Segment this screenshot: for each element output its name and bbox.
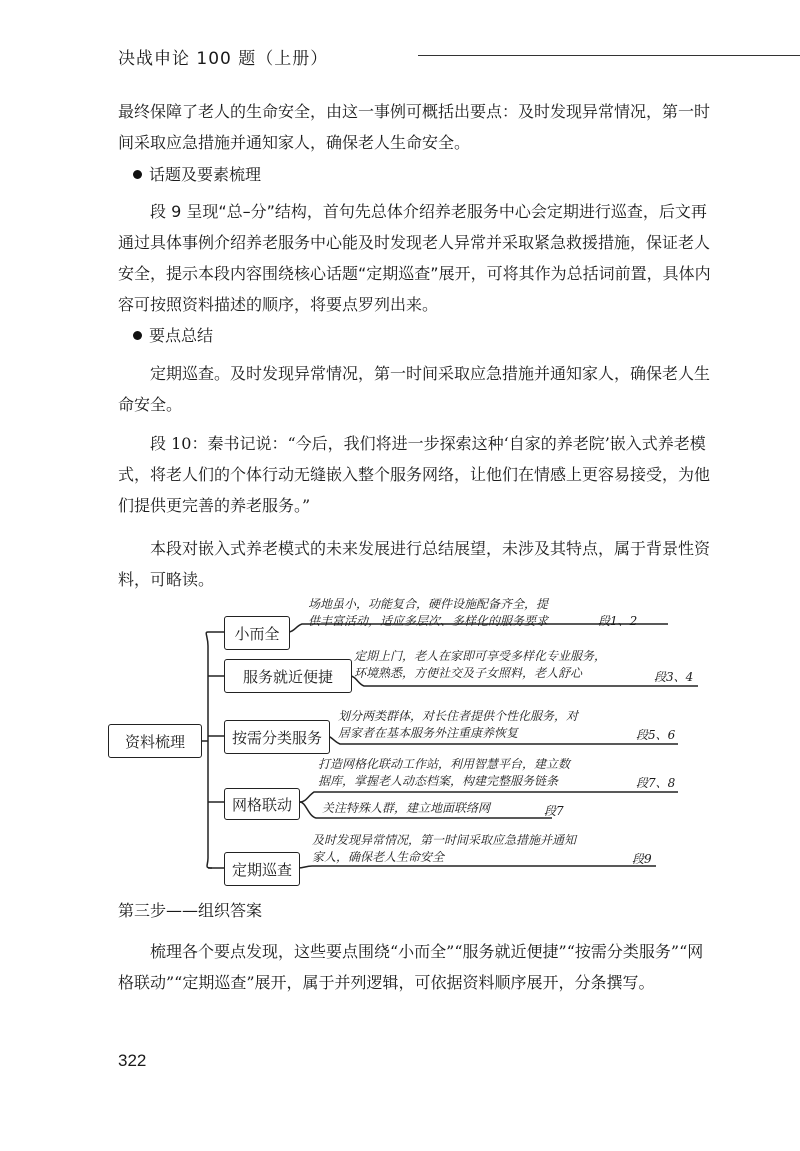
- page-number: 322: [118, 1051, 147, 1070]
- bullet-dot-icon: [133, 170, 142, 179]
- detail-line: 据库，掌握老人动态档案，构建完整服务链条: [318, 774, 559, 788]
- detail-line: 定期上门，老人在家即可享受多样化专业服务，: [354, 649, 607, 663]
- paragraph-summary: 定期巡查。及时发现异常情况，第一时间采取应急措施并通知家人，确保老人生命安全。: [118, 364, 711, 414]
- sub-branch-detail: 关注特殊人群，建立地面联络网: [322, 801, 491, 815]
- bullet-label: 话题及要素梳理: [149, 165, 262, 184]
- paragraph-reference: 段9: [632, 852, 652, 866]
- detail-line: 及时发现异常情况，第一时间采取应急措施并通知: [312, 833, 577, 847]
- branch-node-xiaoerquan: 小而全: [224, 616, 290, 650]
- paragraph-reference: 段1、2: [598, 614, 638, 628]
- mind-map-diagram: [108, 596, 708, 886]
- book-title: 决战申论 100 题（上册）: [118, 49, 329, 69]
- paragraph-analysis: 段 9 呈现“总–分”结构，首句先总体介绍养老服务中心会定期进行巡查，后文再通过具体事例介绍养老服务中心能及时发现老人异常并采取紧急救援措施，保证老人安全，提示本段内容围绕核心话题“定期巡查”展开，可将其作为总括词前置，具体内容可按照资料描述的顺序，将要点罗列出来。: [118, 202, 711, 314]
- paragraph-answer-organization: 梳理各个要点发现，这些要点围绕“小而全”“服务就近便捷”“按需分类服务”“网格联动”“定期巡查”展开，属于并列逻辑，可依据资料顺序展开，分条撰写。: [118, 942, 704, 992]
- paragraph-background: 本段对嵌入式养老模式的未来发展进行总结展望，未涉及其特点，属于背景性资料，可略读。: [118, 539, 711, 589]
- branch-detail: [318, 756, 570, 790]
- branch-detail: [308, 596, 548, 630]
- paragraph-reference: 段7、8: [636, 776, 676, 790]
- bullet-summary-heading: [133, 323, 213, 349]
- detail-line: 场地虽小，功能复合，硬件设施配备齐全，提: [308, 597, 549, 611]
- paragraph-reference: 段7: [544, 804, 564, 818]
- detail-line: 家人，确保老人生命安全: [312, 850, 445, 864]
- header-rule: [418, 55, 800, 56]
- bullet-label: 要点总结: [149, 326, 214, 345]
- step-heading: 第三步——组织答案: [118, 901, 263, 920]
- bullet-dot-icon: [133, 331, 142, 340]
- paragraph-reference: 段5、6: [636, 728, 676, 742]
- branch-detail: [354, 648, 606, 682]
- branch-node-dingqi-xuncha: 定期巡查: [224, 852, 300, 886]
- branch-node-wangge-liandong: 网格联动: [224, 788, 300, 820]
- branch-detail: [312, 832, 576, 866]
- branch-detail: [338, 708, 578, 742]
- paragraph-quote: 段 10：秦书记说：“今后，我们将进一步探索这种‘自家的养老院’嵌入式养老模式，将老人们的个体行动无缝嵌入整个服务网络，让他们在情感上更容易接受，为他们提供更完善的养老服务。”: [118, 434, 711, 515]
- root-node: 资料梳理: [108, 724, 202, 758]
- detail-line: 居家者在基本服务外注重康养恢复: [338, 726, 519, 740]
- paragraph-conclusion: 最终保障了老人的生命安全，由这一事例可概括出要点：及时发现异常情况，第一时间采取应急措施并通知家人，确保老人生命安全。: [118, 102, 711, 152]
- bullet-topic-heading: [133, 162, 261, 188]
- detail-line: 划分两类群体，对长住者提供个性化服务，对: [338, 709, 579, 723]
- detail-line: 打造网格化联动工作站，利用智慧平台，建立数: [318, 757, 571, 771]
- paragraph-reference: 段3、4: [654, 670, 694, 684]
- branch-node-anxu-fenlei: 按需分类服务: [224, 720, 330, 754]
- detail-line: 环境熟悉，方便社交及子女照料，老人舒心: [354, 666, 583, 680]
- page-header: [118, 40, 728, 70]
- branch-node-fuwu-jiujin: 服务就近便捷: [224, 659, 352, 693]
- detail-line: 供丰富活动，适应多层次、多样化的服务要求: [308, 614, 549, 628]
